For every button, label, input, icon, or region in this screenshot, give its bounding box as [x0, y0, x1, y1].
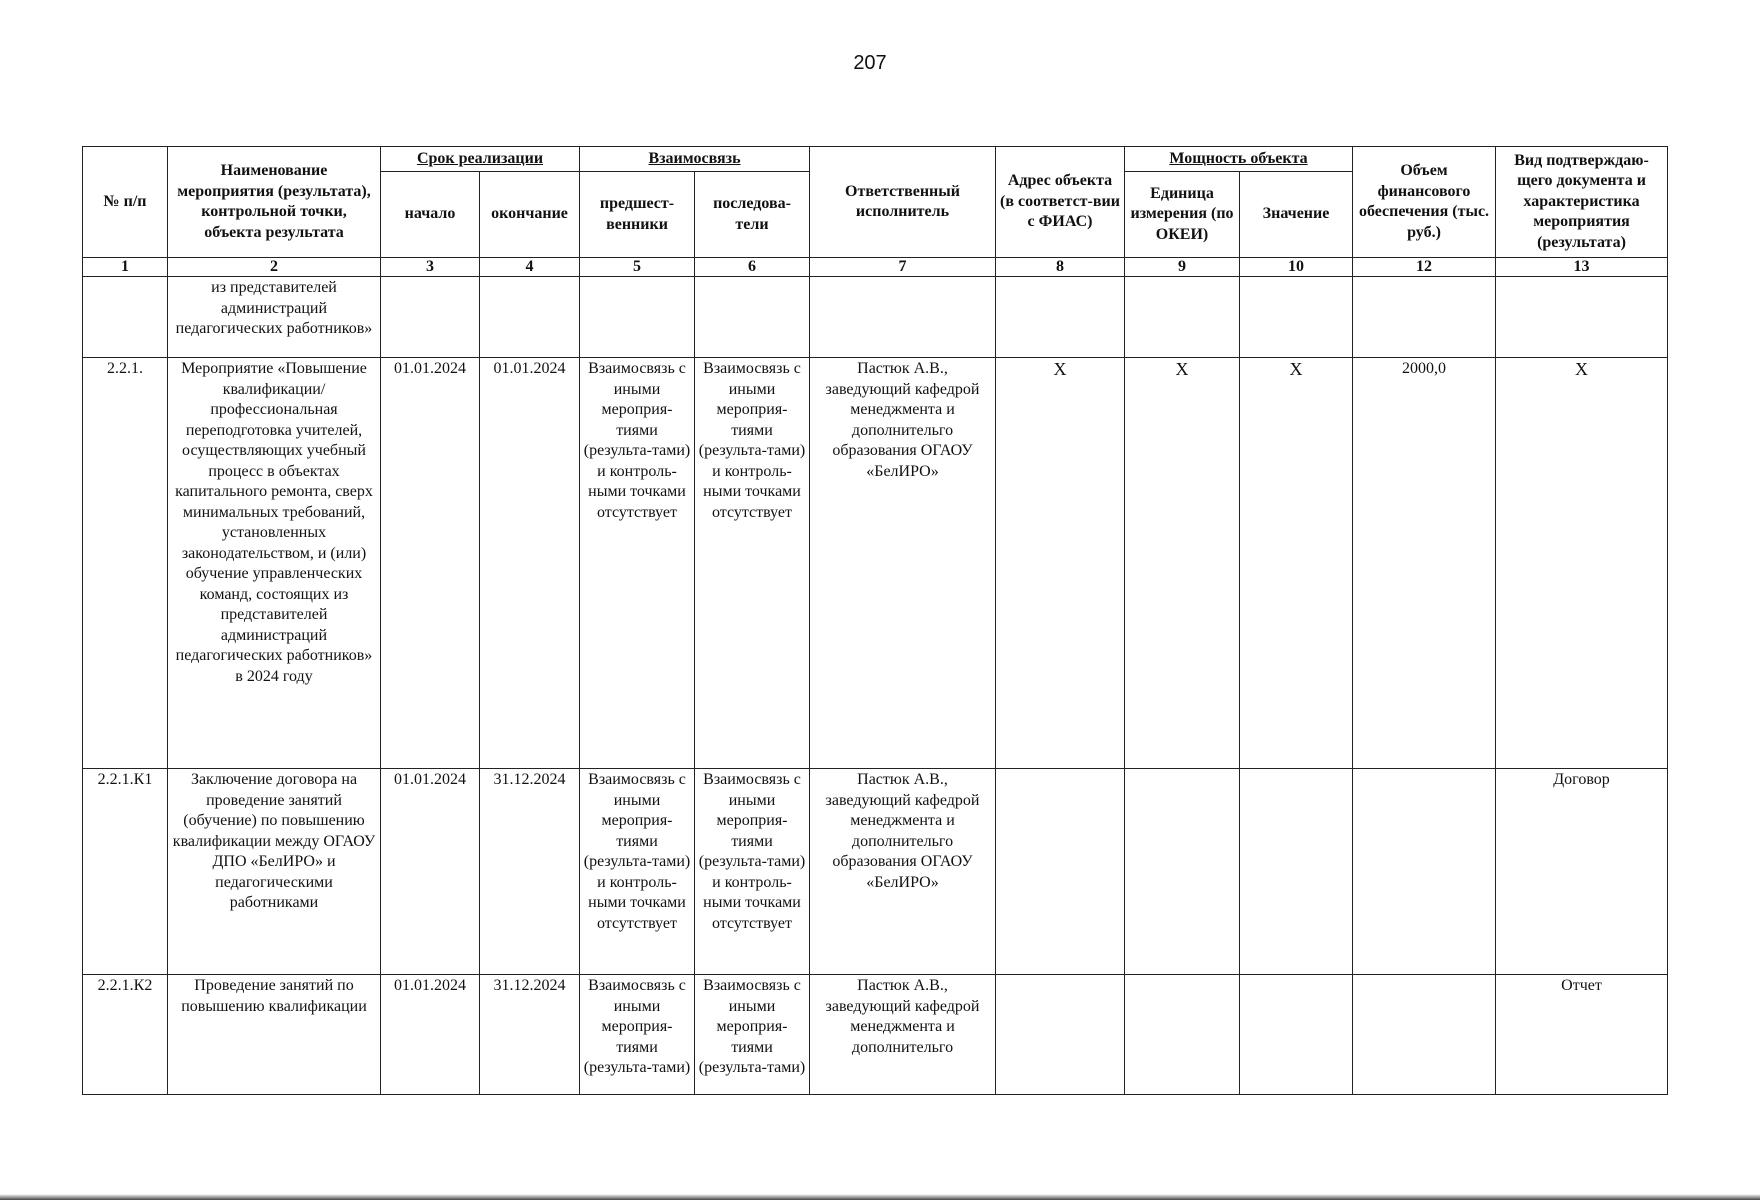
cell-successors [695, 277, 810, 358]
table-row [83, 277, 1668, 358]
table-row [83, 358, 1668, 769]
header-end: окончание [480, 172, 580, 258]
cell-unit [1125, 975, 1240, 1095]
cell-start: 01.01.2024 [381, 975, 480, 1095]
table-row [83, 975, 1668, 1095]
cell-unit [1125, 769, 1240, 975]
column-number: 13 [1496, 258, 1668, 277]
cell-end [480, 277, 580, 358]
column-number: 5 [580, 258, 695, 277]
cell-start [381, 277, 480, 358]
cell-value [1240, 769, 1353, 975]
column-number: 9 [1125, 258, 1240, 277]
cell-responsible: Пастюк А.В., заведующий кафедрой менеджмента и дополнительго [810, 975, 996, 1095]
cell-name: Проведение занятий по повышению квалификации [168, 975, 381, 1095]
cell-unit: X [1125, 358, 1240, 769]
cell-start: 01.01.2024 [381, 769, 480, 975]
cell-responsible [810, 277, 996, 358]
header-num: № п/п [83, 147, 168, 258]
cell-num: 2.2.1.К1 [83, 769, 168, 975]
column-number: 1 [83, 258, 168, 277]
cell-end: 31.12.2024 [480, 975, 580, 1095]
cell-value [1240, 975, 1353, 1095]
cell-successors: Взаимосвязь с иными мероприя-тиями (результа-тами) [695, 975, 810, 1095]
header-capacity: Мощность объекта [1125, 147, 1353, 172]
activity-plan-table [82, 146, 1668, 1095]
table-row [83, 769, 1668, 975]
cell-responsible: Пастюк А.В., заведующий кафедрой менеджмента и дополнительго образования ОГАОУ «БелИРО» [810, 769, 996, 975]
header-start: начало [381, 172, 480, 258]
cell-successors: Взаимосвязь с иными мероприя-тиями (результа-тами) и контроль-ными точками отсутствует [695, 769, 810, 975]
header-responsible: Ответственный исполнитель [810, 147, 996, 258]
table-header [83, 147, 1668, 277]
header-document: Вид подтверждаю-щего документа и характеристика мероприятия (результата) [1496, 147, 1668, 258]
cell-start: 01.01.2024 [381, 358, 480, 769]
column-number: 2 [168, 258, 381, 277]
column-number-row [83, 258, 1668, 277]
column-number: 10 [1240, 258, 1353, 277]
cell-predecessors: Взаимосвязь с иными мероприя-тиями (результа-тами) и контроль-ными точками отсутствует [580, 769, 695, 975]
column-number: 4 [480, 258, 580, 277]
cell-address [996, 975, 1125, 1095]
header-value: Значение [1240, 172, 1353, 258]
cell-document: Отчет [1496, 975, 1668, 1095]
header-unit: Единица измерения (по ОКЕИ) [1125, 172, 1240, 258]
header-relation: Взаимосвязь [580, 147, 810, 172]
page-number: 207 [853, 52, 887, 74]
cell-finance [1353, 975, 1496, 1095]
cell-name: из представителей администраций педагогических работников» [168, 277, 381, 358]
cell-name: Мероприятие «Повышение квалификации/профессиональная переподготовка учителей, осуществляющих учебный процесс в объектах капитального ремонта, сверх минимальных требований, установленных законодательством, и (или) обучение управленческих команд, состоящих из представителей администраций педагогических работников» в 2024 году [168, 358, 381, 769]
scan-edge-divider [0, 1194, 1760, 1200]
cell-address [996, 277, 1125, 358]
cell-num [83, 277, 168, 358]
header-successors: последова-тели [695, 172, 810, 258]
cell-document: Договор [1496, 769, 1668, 975]
column-number: 7 [810, 258, 996, 277]
cell-document [1496, 277, 1668, 358]
cell-address: X [996, 358, 1125, 769]
column-number: 12 [1353, 258, 1496, 277]
cell-name: Заключение договора на проведение занятий (обучение) по повышению квалификации между ОГАОУ ДПО «БелИРО» и педагогическими работниками [168, 769, 381, 975]
cell-predecessors [580, 277, 695, 358]
cell-value [1240, 277, 1353, 358]
cell-responsible: Пастюк А.В., заведующий кафедрой менеджмента и дополнительго образования ОГАОУ «БелИРО» [810, 358, 996, 769]
header-name: Наименование мероприятия (результата), контрольной точки, объекта результата [168, 147, 381, 258]
cell-successors: Взаимосвязь с иными мероприя-тиями (результа-тами) и контроль-ными точками отсутствует [695, 358, 810, 769]
header-predecessors: предшест-венники [580, 172, 695, 258]
column-number: 6 [695, 258, 810, 277]
cell-end: 31.12.2024 [480, 769, 580, 975]
header-finance: Объем финансового обеспечения (тыс. руб.) [1353, 147, 1496, 258]
cell-value: X [1240, 358, 1353, 769]
column-number: 3 [381, 258, 480, 277]
cell-predecessors: Взаимосвязь с иными мероприя-тиями (результа-тами) [580, 975, 695, 1095]
column-number: 8 [996, 258, 1125, 277]
cell-unit [1125, 277, 1240, 358]
cell-address [996, 769, 1125, 975]
cell-num: 2.2.1.К2 [83, 975, 168, 1095]
cell-finance: 2000,0 [1353, 358, 1496, 769]
header-period: Срок реализации [381, 147, 580, 172]
cell-finance [1353, 277, 1496, 358]
table-body [83, 277, 1668, 1095]
cell-num: 2.2.1. [83, 358, 168, 769]
cell-predecessors: Взаимосвязь с иными мероприя-тиями (результа-тами) и контроль-ными точками отсутствует [580, 358, 695, 769]
header-address: Адрес объекта (в соответст-вии с ФИАС) [996, 147, 1125, 258]
cell-document: X [1496, 358, 1668, 769]
cell-end: 01.01.2024 [480, 358, 580, 769]
cell-finance [1353, 769, 1496, 975]
